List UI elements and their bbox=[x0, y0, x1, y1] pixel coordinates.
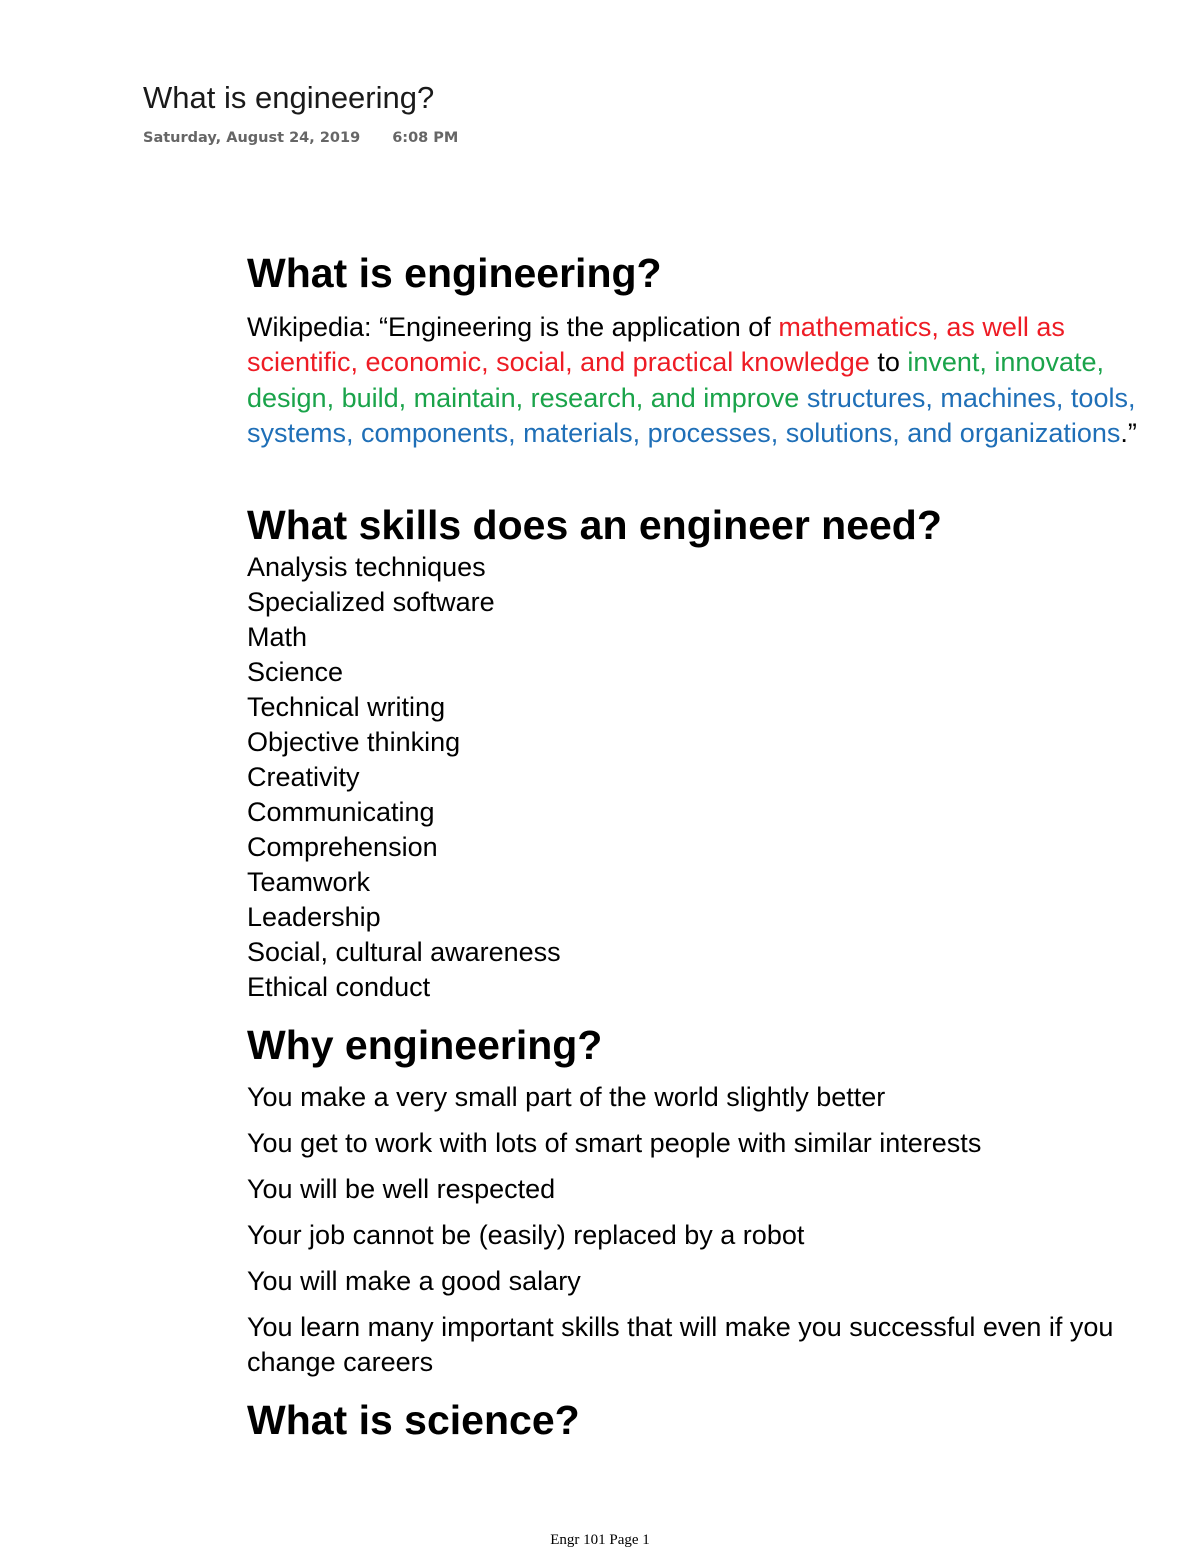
list-item: Leadership bbox=[247, 902, 381, 932]
page-title: What is engineering? bbox=[143, 80, 435, 115]
list-item: Creativity bbox=[247, 762, 360, 792]
list-item: Objective thinking bbox=[247, 727, 461, 757]
engineering-definition bbox=[247, 310, 1177, 452]
list-item: Technical writing bbox=[247, 692, 446, 722]
list-item: You get to work with lots of smart people with similar interests bbox=[247, 1128, 982, 1158]
definition-suffix: .” bbox=[1120, 418, 1137, 449]
note-time: 6:08 PM bbox=[392, 130, 459, 146]
heading-what-is-science: What is science? bbox=[247, 1397, 580, 1443]
definition-middle: to bbox=[869, 347, 908, 378]
footer-notebook: Engr 101 bbox=[550, 1532, 606, 1548]
list-item: Your job cannot be (easily) replaced by a robot bbox=[247, 1220, 805, 1250]
footer-page-number: Page 1 bbox=[609, 1532, 650, 1548]
page-footer bbox=[0, 1530, 1200, 1550]
definition-actions: invent, innovate, design, build, maintain, research, and improve bbox=[247, 347, 1104, 413]
list-item: Specialized software bbox=[247, 587, 495, 617]
list-item: Math bbox=[247, 622, 308, 652]
definition-knowledge: mathematics, as well as scientific, economic, social, and practical knowledge bbox=[247, 312, 1065, 378]
heading-why-engineering: Why engineering? bbox=[247, 1022, 603, 1068]
list-item: Social, cultural awareness bbox=[247, 937, 561, 967]
list-item: Analysis techniques bbox=[247, 552, 486, 582]
list-item: Ethical conduct bbox=[247, 972, 431, 1002]
list-item: Science bbox=[247, 657, 344, 687]
list-item: You will be well respected bbox=[247, 1174, 556, 1204]
definition-prefix: Wikipedia: “Engineering is the application of bbox=[247, 312, 779, 342]
heading-skills: What skills does an engineer need? bbox=[247, 502, 942, 548]
skills-list bbox=[247, 550, 561, 1005]
list-item: Communicating bbox=[247, 797, 435, 827]
heading-what-is-engineering: What is engineering? bbox=[247, 250, 662, 296]
reasons-list bbox=[247, 1080, 1177, 1391]
list-item: You learn many important skills that will make you successful even if you change careers bbox=[247, 1312, 1114, 1377]
list-item: Teamwork bbox=[247, 867, 371, 897]
list-item: You will make a good salary bbox=[247, 1266, 581, 1296]
note-date: Saturday, August 24, 2019 bbox=[143, 130, 361, 146]
list-item: You make a very small part of the world slightly better bbox=[247, 1082, 886, 1112]
definition-space bbox=[799, 383, 807, 413]
definition-objects: structures, machines, tools, systems, components, materials, processes, solutions, and organizations bbox=[247, 382, 1136, 449]
list-item: Comprehension bbox=[247, 832, 438, 862]
note-timestamp bbox=[143, 128, 458, 148]
